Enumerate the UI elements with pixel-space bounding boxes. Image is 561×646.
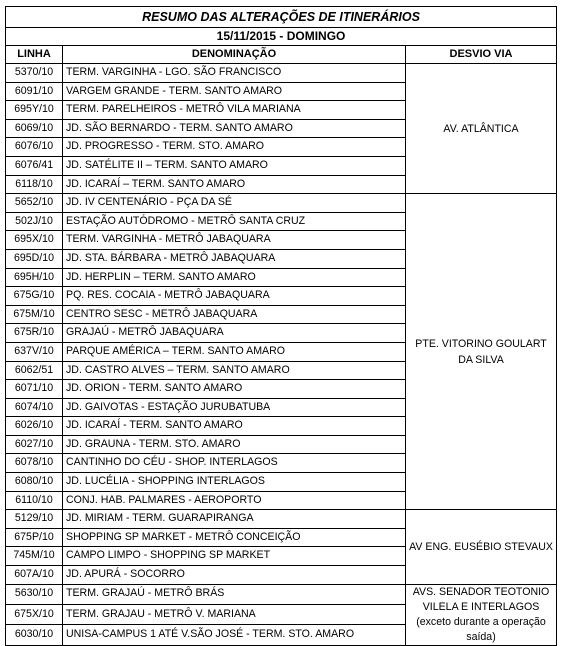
- row-linha: 745M/10: [6, 547, 63, 566]
- row-denominacao: GRAJAÚ - METRÔ JABAQUARA: [63, 324, 406, 343]
- row-denominacao: JD. ORION - TERM. SANTO AMARO: [63, 380, 406, 399]
- row-denominacao: JD. STA. BÁRBARA - METRÔ JABAQUARA: [63, 249, 406, 268]
- row-linha: 6069/10: [6, 119, 63, 138]
- desvio-main-text: AVS. SENADOR TEOTONIO VILELA E INTERLAGOS: [412, 585, 550, 613]
- table-date: 15/11/2015 - DOMINGO: [6, 28, 557, 46]
- row-linha: 6091/10: [6, 82, 63, 101]
- row-denominacao: JD. ICARAÍ - TERM. SANTO AMARO: [63, 417, 406, 436]
- table-row: [6, 510, 557, 529]
- itinerary-table: [5, 6, 557, 646]
- row-linha: 6062/51: [6, 361, 63, 380]
- table-row: [6, 584, 557, 604]
- row-denominacao: PARQUE AMÉRICA – TERM. SANTO AMARO: [63, 342, 406, 361]
- row-linha: 637V/10: [6, 342, 63, 361]
- row-linha: 675P/10: [6, 528, 63, 547]
- row-denominacao: JD. APURÁ - SOCORRO: [63, 566, 406, 585]
- row-denominacao: JD. MIRIAM - TERM. GUARAPIRANGA: [63, 510, 406, 529]
- table-row: [6, 194, 557, 213]
- row-linha: 5652/10: [6, 194, 63, 213]
- row-linha: 675M/10: [6, 305, 63, 324]
- row-denominacao: JD. CASTRO ALVES – TERM. SANTO AMARO: [63, 361, 406, 380]
- header-desvio: DESVIO VIA: [406, 46, 557, 64]
- row-denominacao: JD. HERPLIN – TERM. SANTO AMARO: [63, 268, 406, 287]
- header-denominacao: DENOMINAÇÃO: [63, 46, 406, 64]
- row-linha: 675G/10: [6, 287, 63, 306]
- row-denominacao: TERM. GRAJAÚ - METRÔ BRÁS: [63, 584, 406, 604]
- row-linha: 502J/10: [6, 212, 63, 231]
- row-denominacao: CONJ. HAB. PALMARES - AEROPORTO: [63, 491, 406, 510]
- row-denominacao: ESTAÇÃO AUTÓDROMO - METRÔ SANTA CRUZ: [63, 212, 406, 231]
- row-linha: 5370/10: [6, 64, 63, 83]
- row-linha: 6118/10: [6, 175, 63, 194]
- header-row: [6, 46, 557, 64]
- table-row: [6, 64, 557, 83]
- desvio-via-1: AV. ATLÂNTICA: [406, 64, 557, 194]
- desvio-via-4: [406, 584, 557, 645]
- row-denominacao: TERM. GRAJAU - METRÔ V. MARIANA: [63, 604, 406, 624]
- desvio-via-3: AV ENG. EUSÉBIO STEVAUX: [406, 510, 557, 584]
- desvio-note-text: (exceto durante a operação saída): [416, 615, 546, 643]
- itinerary-summary: [5, 6, 557, 646]
- row-linha: 6080/10: [6, 473, 63, 492]
- row-denominacao: TERM. PARELHEIROS - METRÔ VILA MARIANA: [63, 101, 406, 120]
- row-linha: 6030/10: [6, 625, 63, 645]
- row-denominacao: CENTRO SESC - METRÔ JABAQUARA: [63, 305, 406, 324]
- row-linha: 6076/41: [6, 156, 63, 175]
- row-denominacao: CAMPO LIMPO - SHOPPING SP MARKET: [63, 547, 406, 566]
- row-denominacao: JD. LUCÉLIA - SHOPPING INTERLAGOS: [63, 473, 406, 492]
- row-denominacao: JD. IV CENTENÁRIO - PÇA DA SÉ: [63, 194, 406, 213]
- row-linha: 5630/10: [6, 584, 63, 604]
- row-linha: 6110/10: [6, 491, 63, 510]
- row-denominacao: UNISA-CAMPUS 1 ATÉ V.SÃO JOSÉ - TERM. STO. AMARO: [63, 625, 406, 645]
- row-denominacao: PQ. RES. COCAIA - METRÔ JABAQUARA: [63, 287, 406, 306]
- row-linha: 5129/10: [6, 510, 63, 529]
- row-denominacao: JD. PROGRESSO - TERM. STO. AMARO: [63, 138, 406, 157]
- row-linha: 6076/10: [6, 138, 63, 157]
- row-denominacao: JD. GRAUNA - TERM. STO. AMARO: [63, 435, 406, 454]
- row-linha: 6026/10: [6, 417, 63, 436]
- row-linha: 695X/10: [6, 231, 63, 250]
- table-title: RESUMO DAS ALTERAÇÕES DE ITINERÁRIOS: [6, 7, 557, 28]
- row-denominacao: JD. SATÉLITE II – TERM. SANTO AMARO: [63, 156, 406, 175]
- row-denominacao: JD. GAIVOTAS - ESTAÇÃO JURUBATUBA: [63, 398, 406, 417]
- row-denominacao: TERM. VARGINHA - METRÔ JABAQUARA: [63, 231, 406, 250]
- row-linha: 6078/10: [6, 454, 63, 473]
- row-denominacao: CANTINHO DO CÉU - SHOP. INTERLAGOS: [63, 454, 406, 473]
- row-denominacao: TERM. VARGINHA - LGO. SÃO FRANCISCO: [63, 64, 406, 83]
- row-denominacao: SHOPPING SP MARKET - METRÔ CONCEIÇÃO: [63, 528, 406, 547]
- row-linha: 695Y/10: [6, 101, 63, 120]
- header-linha: LINHA: [6, 46, 63, 64]
- desvio-via-2: PTE. VITORINO GOULART DA SILVA: [406, 194, 557, 510]
- row-linha: 675R/10: [6, 324, 63, 343]
- row-denominacao: JD. SÃO BERNARDO - TERM. SANTO AMARO: [63, 119, 406, 138]
- row-linha: 6074/10: [6, 398, 63, 417]
- row-linha: 675X/10: [6, 604, 63, 624]
- row-linha: 6071/10: [6, 380, 63, 399]
- row-linha: 607A/10: [6, 566, 63, 585]
- row-linha: 695H/10: [6, 268, 63, 287]
- row-linha: 6027/10: [6, 435, 63, 454]
- row-denominacao: VARGEM GRANDE - TERM. SANTO AMARO: [63, 82, 406, 101]
- row-denominacao: JD. ICARAÍ – TERM. SANTO AMARO: [63, 175, 406, 194]
- row-linha: 695D/10: [6, 249, 63, 268]
